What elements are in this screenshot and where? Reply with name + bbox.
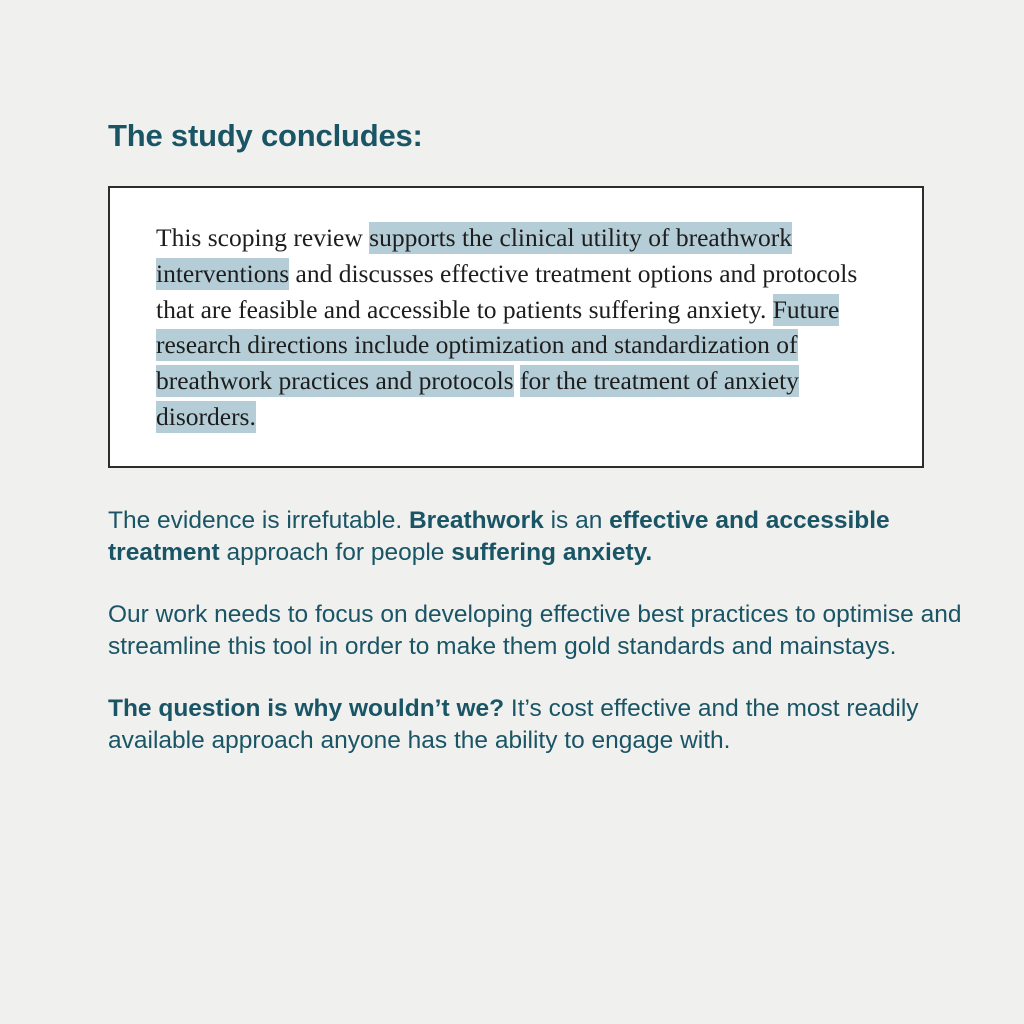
emphasis-run: Breathwork [408, 507, 544, 534]
text-run: is an [543, 507, 610, 534]
quote-highlight-run: supports the clinical utility of breathwork interventions [156, 223, 792, 288]
emphasis-run: suffering anxiety. [451, 539, 653, 566]
commentary-paragraph [108, 599, 988, 663]
text-run: It’s cost effective and the most readily available approach anyone has the ability to engage with. [108, 695, 919, 754]
emphasis-run: effective and accessible treatment [108, 507, 890, 566]
text-run: approach for people [219, 539, 452, 566]
quote-highlight-run: Future research directions include optimization and standardization of breathwork practices and protocols [156, 294, 840, 396]
commentary-body [108, 505, 988, 757]
text-run: The evidence is irrefutable. [108, 507, 409, 534]
page-title: The study concludes: [108, 118, 423, 153]
quote-callout-box [108, 186, 924, 468]
commentary-paragraph [108, 693, 988, 757]
quote-plain-run: This scoping review [156, 223, 370, 252]
quote-highlight-run: for the treatment of anxiety disorders. [156, 366, 799, 431]
text-run: Our work needs to focus on developing effective best practices to optimise and streamline this tool in order to make them gold standards and mainstays. [108, 601, 962, 660]
commentary-paragraph [108, 505, 988, 569]
emphasis-run: The question is why wouldn’t we? [108, 695, 505, 722]
quote-text [156, 220, 896, 435]
quote-plain-run [514, 366, 520, 395]
quote-plain-run: and discusses effective treatment options and protocols that are feasible and accessible to patients suffering anxiety. [156, 258, 858, 324]
